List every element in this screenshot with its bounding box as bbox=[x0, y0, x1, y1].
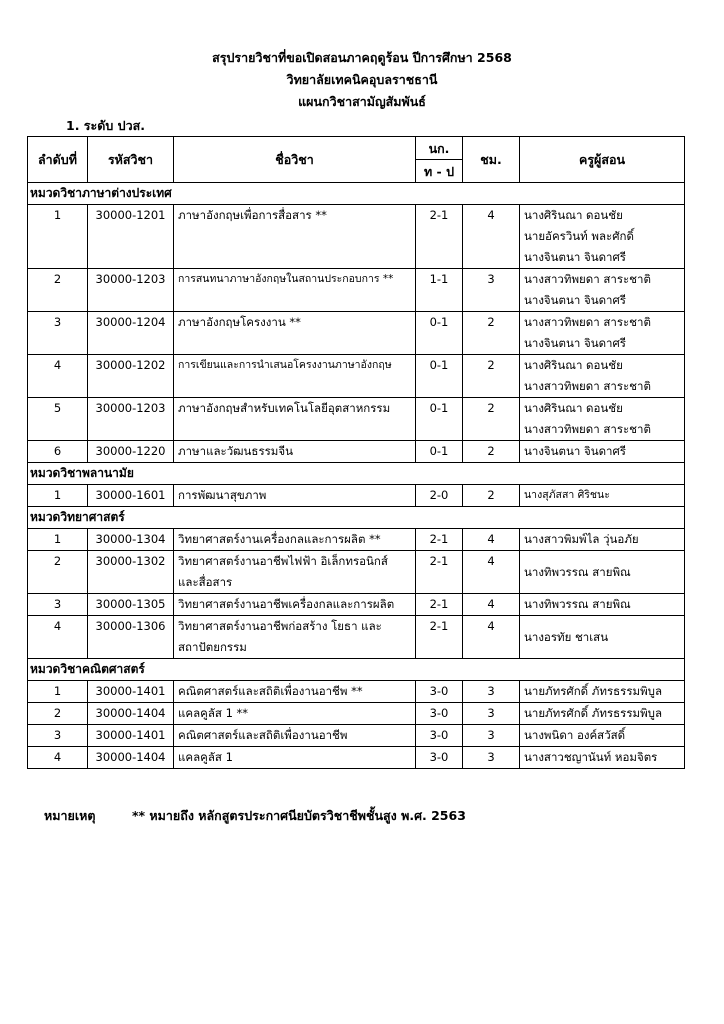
table-row bbox=[28, 398, 685, 441]
cell-code: 30000-1304 bbox=[88, 529, 174, 551]
cell-hours: 4 bbox=[463, 529, 520, 551]
cell-code: 30000-1220 bbox=[88, 441, 174, 463]
table-row bbox=[28, 594, 685, 616]
cell-hours: 3 bbox=[463, 703, 520, 725]
document-title: สรุปรายวิชาที่ขอเปิดสอนภาคฤดูร้อน ปีการศึกษา 2568 bbox=[212, 50, 512, 65]
table-row bbox=[28, 355, 685, 398]
cell-hours: 2 bbox=[463, 312, 520, 355]
cell-name bbox=[174, 551, 416, 594]
cell-teacher bbox=[520, 355, 685, 398]
cell-name bbox=[174, 205, 416, 269]
note-label: หมายเหตุ bbox=[44, 808, 96, 823]
header-credits-split: ท - ป bbox=[416, 160, 463, 183]
cell-name bbox=[174, 725, 416, 747]
teacher-name: นางสาวชญานันท์ หอมจิตร bbox=[524, 750, 658, 764]
table-row bbox=[28, 205, 685, 269]
teacher-name: นางสาวทิพยดา สาระชาติ bbox=[524, 272, 651, 286]
category-row bbox=[28, 507, 685, 529]
cell-hours: 4 bbox=[463, 205, 520, 269]
cell-credit: 2-0 bbox=[416, 485, 463, 507]
teacher-name: นางทิพวรรณ สายพิณ bbox=[524, 564, 631, 579]
cell-code: 30000-1204 bbox=[88, 312, 174, 355]
teacher-name: นางจินตนา จินดาศรี bbox=[524, 444, 626, 458]
cell-no: 2 bbox=[28, 551, 88, 594]
teacher-name: นางพนิดา องค์สวัสดิ์ bbox=[524, 728, 626, 742]
teacher-name: นางสุภัสสา ศิริชนะ bbox=[524, 489, 610, 501]
cell-code: 30000-1601 bbox=[88, 485, 174, 507]
cell-teacher bbox=[520, 529, 685, 551]
teacher-name: นายอัครวินท์ พละศักดิ์ bbox=[524, 229, 634, 243]
cell-code: 30000-1401 bbox=[88, 681, 174, 703]
cell-no: 3 bbox=[28, 594, 88, 616]
cell-no: 1 bbox=[28, 681, 88, 703]
category-label: หมวดวิทยาศาสตร์ bbox=[28, 507, 685, 529]
cell-code: 30000-1404 bbox=[88, 703, 174, 725]
cell-credit: 3-0 bbox=[416, 703, 463, 725]
course-name-line: วิทยาศาสตร์งานอาชีพไฟฟ้า อิเล็กทรอนิกส์ bbox=[178, 554, 388, 568]
table-body bbox=[28, 183, 685, 769]
cell-name bbox=[174, 594, 416, 616]
course-name-line: ภาษาอังกฤษโครงงาน ** bbox=[178, 315, 301, 329]
teacher-name: นางศิรินณา ดอนชัย bbox=[524, 208, 623, 222]
header-no: ลำดับที่ bbox=[28, 137, 88, 183]
cell-no: 3 bbox=[28, 725, 88, 747]
cell-name bbox=[174, 355, 416, 398]
cell-credit: 2-1 bbox=[416, 529, 463, 551]
category-row bbox=[28, 183, 685, 205]
cell-teacher bbox=[520, 594, 685, 616]
course-name-line: ภาษาอังกฤษสำหรับเทคโนโลยีอุตสาหกรรม bbox=[178, 401, 391, 415]
header-credits: นก. bbox=[416, 137, 463, 160]
teacher-name: นางอรทัย ชาเสน bbox=[524, 629, 609, 644]
course-table bbox=[27, 136, 685, 769]
table-row bbox=[28, 441, 685, 463]
cell-credit: 2-1 bbox=[416, 205, 463, 269]
cell-teacher bbox=[520, 551, 685, 594]
cell-hours: 3 bbox=[463, 269, 520, 312]
cell-code: 30000-1302 bbox=[88, 551, 174, 594]
teacher-name: นางสาวพิมพ์ไล วุ่นอภัย bbox=[524, 532, 639, 546]
cell-code: 30000-1401 bbox=[88, 725, 174, 747]
cell-teacher bbox=[520, 747, 685, 769]
cell-credit: 2-1 bbox=[416, 551, 463, 594]
cell-hours: 2 bbox=[463, 441, 520, 463]
teacher-name: นางจินตนา จินดาศรี bbox=[524, 293, 626, 307]
course-name-line: คณิตศาสตร์และสถิติเพื่องานอาชีพ ** bbox=[178, 684, 363, 698]
course-name-line: การสนทนาภาษาอังกฤษในสถานประกอบการ ** bbox=[178, 273, 394, 285]
teacher-name: นางสาวทิพยดา สาระชาติ bbox=[524, 315, 651, 329]
cell-name bbox=[174, 616, 416, 659]
cell-teacher bbox=[520, 616, 685, 659]
cell-teacher bbox=[520, 681, 685, 703]
table-row bbox=[28, 747, 685, 769]
course-name-line: ภาษาและวัฒนธรรมจีน bbox=[178, 444, 293, 458]
course-name-line: แคลคูลัส 1 bbox=[178, 750, 233, 764]
header-hours: ชม. bbox=[463, 137, 520, 183]
category-label: หมวดวิชาคณิตศาสตร์ bbox=[28, 659, 685, 681]
table-row bbox=[28, 616, 685, 659]
note-text: ** หมายถึง หลักสูตรประกาศนียบัตรวิชาชีพชั้นสูง พ.ศ. 2563 bbox=[132, 808, 466, 823]
category-row bbox=[28, 463, 685, 485]
cell-hours: 3 bbox=[463, 725, 520, 747]
cell-hours: 2 bbox=[463, 355, 520, 398]
cell-name bbox=[174, 269, 416, 312]
cell-hours: 4 bbox=[463, 616, 520, 659]
course-name-line: สถาปัตยกรรม bbox=[178, 640, 247, 654]
cell-credit: 0-1 bbox=[416, 441, 463, 463]
cell-hours: 3 bbox=[463, 681, 520, 703]
cell-name bbox=[174, 703, 416, 725]
cell-hours: 2 bbox=[463, 485, 520, 507]
table-row bbox=[28, 485, 685, 507]
cell-teacher bbox=[520, 398, 685, 441]
course-name-line: วิทยาศาสตร์งานเครื่องกลและการผลิต ** bbox=[178, 532, 381, 546]
category-label: หมวดวิชาภาษาต่างประเทศ bbox=[28, 183, 685, 205]
teacher-name: นายภัทรศักดิ์ ภัทรธรรมพิบูล bbox=[524, 706, 662, 720]
cell-teacher bbox=[520, 205, 685, 269]
cell-code: 30000-1203 bbox=[88, 269, 174, 312]
teacher-name: นางศิรินณา ดอนชัย bbox=[524, 401, 623, 415]
table-row bbox=[28, 551, 685, 594]
header-name: ชื่อวิชา bbox=[174, 137, 416, 183]
cell-credit: 0-1 bbox=[416, 398, 463, 441]
teacher-name: นางทิพวรรณ สายพิณ bbox=[524, 597, 631, 611]
course-name-line: วิทยาศาสตร์งานอาชีพก่อสร้าง โยธา และ bbox=[178, 619, 382, 633]
cell-no: 3 bbox=[28, 312, 88, 355]
teacher-name: นางจินตนา จินดาศรี bbox=[524, 336, 626, 350]
cell-name bbox=[174, 441, 416, 463]
cell-hours: 3 bbox=[463, 747, 520, 769]
cell-name bbox=[174, 529, 416, 551]
cell-hours: 4 bbox=[463, 594, 520, 616]
cell-code: 30000-1305 bbox=[88, 594, 174, 616]
cell-credit: 0-1 bbox=[416, 355, 463, 398]
cell-credit: 2-1 bbox=[416, 616, 463, 659]
cell-no: 4 bbox=[28, 355, 88, 398]
cell-no: 4 bbox=[28, 616, 88, 659]
category-row bbox=[28, 659, 685, 681]
college-name: วิทยาลัยเทคนิคอุบลราชธานี bbox=[286, 72, 438, 87]
cell-credit: 0-1 bbox=[416, 312, 463, 355]
cell-credit: 3-0 bbox=[416, 725, 463, 747]
cell-teacher bbox=[520, 703, 685, 725]
course-name-line: การพัฒนาสุขภาพ bbox=[178, 488, 267, 502]
department-name: แผนกวิชาสามัญสัมพันธ์ bbox=[298, 94, 426, 109]
table-row bbox=[28, 312, 685, 355]
cell-code: 30000-1203 bbox=[88, 398, 174, 441]
cell-no: 1 bbox=[28, 205, 88, 269]
course-name-line: และสื่อสาร bbox=[178, 575, 233, 589]
cell-no: 2 bbox=[28, 703, 88, 725]
header-code: รหัสวิชา bbox=[88, 137, 174, 183]
course-name-line: คณิตศาสตร์และสถิติเพื่องานอาชีพ bbox=[178, 728, 348, 742]
table-row bbox=[28, 529, 685, 551]
cell-teacher bbox=[520, 269, 685, 312]
cell-name bbox=[174, 312, 416, 355]
level-heading: 1. ระดับ ปวส. bbox=[66, 118, 145, 133]
cell-code: 30000-1306 bbox=[88, 616, 174, 659]
cell-teacher bbox=[520, 441, 685, 463]
cell-teacher bbox=[520, 725, 685, 747]
cell-hours: 2 bbox=[463, 398, 520, 441]
cell-teacher bbox=[520, 312, 685, 355]
teacher-name: นายภัทรศักดิ์ ภัทรธรรมพิบูล bbox=[524, 684, 662, 698]
cell-credit: 2-1 bbox=[416, 594, 463, 616]
table-row bbox=[28, 681, 685, 703]
teacher-name: นางสาวทิพยดา สาระชาติ bbox=[524, 379, 651, 393]
cell-no: 5 bbox=[28, 398, 88, 441]
cell-name bbox=[174, 681, 416, 703]
cell-no: 1 bbox=[28, 485, 88, 507]
header-teacher: ครูผู้สอน bbox=[520, 137, 685, 183]
cell-code: 30000-1404 bbox=[88, 747, 174, 769]
course-name-line: การเขียนและการนำเสนอโครงงานภาษาอังกฤษ bbox=[178, 359, 392, 371]
table-header bbox=[28, 137, 685, 183]
cell-credit: 3-0 bbox=[416, 681, 463, 703]
table-row bbox=[28, 725, 685, 747]
teacher-name: นางสาวทิพยดา สาระชาติ bbox=[524, 422, 651, 436]
category-label: หมวดวิชาพลานามัย bbox=[28, 463, 685, 485]
cell-credit: 1-1 bbox=[416, 269, 463, 312]
cell-no: 2 bbox=[28, 269, 88, 312]
course-name-line: วิทยาศาสตร์งานอาชีพเครื่องกลและการผลิต bbox=[178, 597, 395, 611]
cell-name bbox=[174, 747, 416, 769]
course-name-line: แคลคูลัส 1 ** bbox=[178, 706, 249, 720]
cell-no: 1 bbox=[28, 529, 88, 551]
teacher-name: นางจินตนา จินดาศรี bbox=[524, 250, 626, 264]
cell-name bbox=[174, 398, 416, 441]
cell-name bbox=[174, 485, 416, 507]
cell-teacher bbox=[520, 485, 685, 507]
cell-no: 4 bbox=[28, 747, 88, 769]
course-name-line: ภาษาอังกฤษเพื่อการสื่อสาร ** bbox=[178, 208, 327, 222]
cell-no: 6 bbox=[28, 441, 88, 463]
cell-code: 30000-1201 bbox=[88, 205, 174, 269]
cell-credit: 3-0 bbox=[416, 747, 463, 769]
table-row bbox=[28, 703, 685, 725]
cell-hours: 4 bbox=[463, 551, 520, 594]
teacher-name: นางศิรินณา ดอนชัย bbox=[524, 358, 623, 372]
cell-code: 30000-1202 bbox=[88, 355, 174, 398]
table-row bbox=[28, 269, 685, 312]
